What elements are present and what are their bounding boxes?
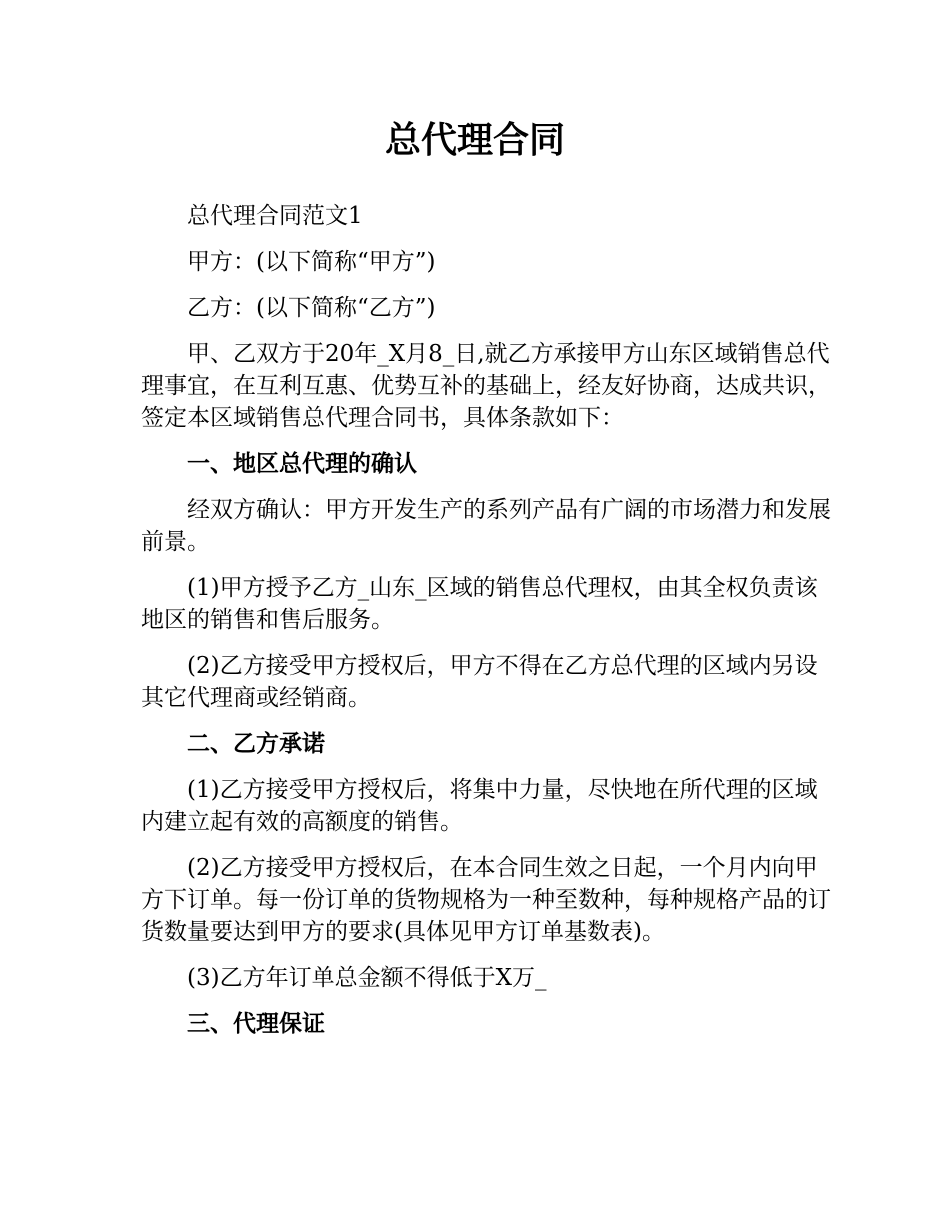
paragraph-party-b: 乙方：(以下简称“乙方”)	[187, 295, 436, 321]
paragraph-clause-1-1: (1)甲方授予乙方_山东_区域的销售总代理权，由其全权负责该地区的销售和售后服务。	[141, 575, 818, 633]
section-heading-1: 一、地区总代理的确认	[187, 451, 417, 477]
document-title: 总代理合同	[384, 120, 565, 161]
paragraph-clause-1-2: (2)乙方接受甲方授权后，甲方不得在乙方总代理的区域内另设其它代理商或经销商。	[141, 653, 818, 711]
section-heading-3: 三、代理保证	[187, 1011, 325, 1037]
paragraph-clause-2-1: (1)乙方接受甲方授权后，将集中力量，尽快地在所代理的区域内建立起有效的高额度的销售。	[141, 777, 818, 835]
paragraph-sample-label: 总代理合同范文1	[187, 203, 363, 229]
paragraph-clause-2-3: (3)乙方年订单总金额不得低于X万_	[187, 965, 547, 991]
paragraph-clause-2-2: (2)乙方接受甲方授权后，在本合同生效之日起，一个月内向甲方下订单。每一份订单的货物规格为一种至数种，每种规格产品的订货数量要达到甲方的要求(具体见甲方订单基数表)。	[141, 855, 831, 945]
paragraph-preamble: 甲、乙双方于20年_X月8_日,就乙方承接甲方山东区域销售总代理事宜，在互利互惠、优势互补的基础上，经友好协商，达成共识，签定本区域销售总代理合同书，具体条款如下：	[141, 341, 831, 431]
paragraph-party-a: 甲方：(以下简称“甲方”)	[187, 249, 436, 275]
document-body	[141, 200, 831, 1054]
paragraph-confirmation: 经双方确认：甲方开发生产的系列产品有广阔的市场潜力和发展前景。	[141, 497, 831, 555]
section-heading-2: 二、乙方承诺	[187, 731, 325, 757]
